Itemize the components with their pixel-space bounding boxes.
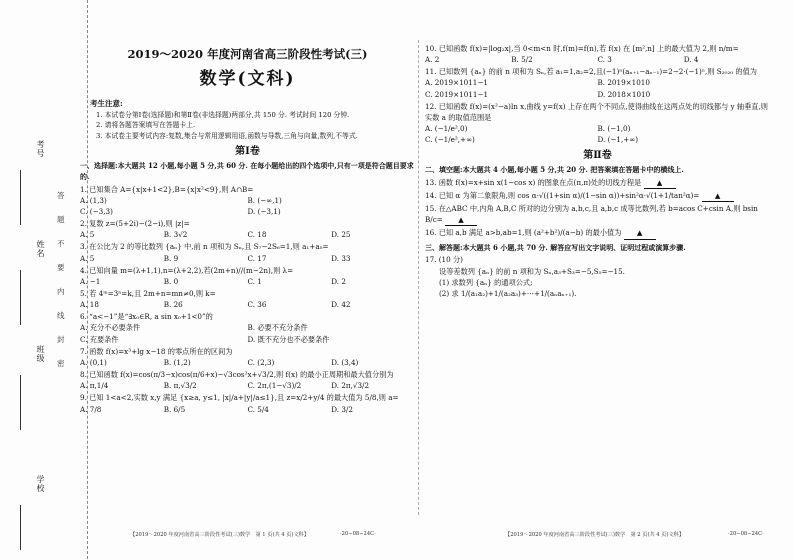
option: C. 2π,(1−√3)/2 bbox=[247, 381, 302, 391]
footer-right: 【2019～2020 年度河南省高三阶段性考试(三)数学 第 2 页(共 4 页)文科】 bbox=[505, 532, 685, 538]
question-17-line: (1) 求数列 {aₙ} 的通项公式; bbox=[439, 277, 533, 287]
option: C. 2019×1011−1 bbox=[425, 89, 489, 99]
name-label: 姓名 bbox=[36, 240, 45, 258]
question-stem: 8. 已知函数 f(x)=cos(π/3−x)cos(π/6+x)−√3cos²x+√3/2,则 f(x) 的最小正周期和最大值分别为 bbox=[80, 370, 394, 380]
option: B. (1,2) bbox=[163, 357, 191, 367]
question-10 bbox=[425, 43, 770, 65]
question-stem: 1. 已知集合 A={x|x+1<2},B={x|x²<9},则 A∩B= bbox=[80, 184, 254, 194]
seal-char: 不 bbox=[57, 239, 65, 248]
answer-blank: ▲ bbox=[644, 177, 676, 189]
right-column bbox=[425, 42, 770, 300]
exam-subtitle: 数学(文科) bbox=[199, 68, 296, 89]
part2-title: 第Ⅱ卷 bbox=[583, 150, 612, 162]
notice-item: 3. 本试卷主要考试内容:复数,集合与常用逻辑用语,函数与导数,三角与向量,数列,不等式. bbox=[96, 131, 358, 140]
question-3 bbox=[80, 241, 415, 263]
option: C. 充要条件 bbox=[80, 334, 119, 344]
seal-char: 密 bbox=[57, 359, 65, 368]
option: B. (−∞,1) bbox=[247, 195, 282, 205]
question-stem: 7. 函数 f(x)=x³+lg x−18 的零点所在的区间为 bbox=[80, 346, 233, 356]
option: B. 必要不充分条件 bbox=[247, 323, 308, 333]
solve-instruction: 三、解答题:本大题共 6 小题,共 70 分. 解答应写出文字说明、证明过程或演算步骤. bbox=[425, 242, 686, 252]
question-stem: 9. 已知 1<a<2,实数 x,y 满足 {x≥a, y≤1, |x|/a+|y|/a≤1},且 z=x/2+y/4 的最大值为 5/8,则 a= bbox=[80, 393, 399, 403]
question-stem: 4. 已知向量 m=(λ+1,1),n=(λ+2,2),若(2m+n)//(m−2n),则 λ= bbox=[80, 265, 294, 275]
question-17 bbox=[425, 254, 770, 299]
seal-char: 答 bbox=[57, 191, 65, 200]
school-line bbox=[20, 505, 21, 550]
option: D. 既不充分也不必要条件 bbox=[247, 334, 330, 344]
question-17-line: (2) 求 1/(a₁a₂)+1/(a₂a₃)+⋯+1/(aₙaₙ₊₁). bbox=[439, 288, 577, 298]
fill-instruction: 二、填空题:本大题共 4 小题,每小题 5 分,共 20 分. 把答案填在答题卡中的横线上. bbox=[425, 164, 684, 174]
option: C. (−1/e²,+∞) bbox=[425, 135, 475, 145]
question-stem: 10. 已知函数 f(x)=|log₂x|,当 0<m<n 时,f(m)=f(n),若 f(x) 在 [m²,n] 上的最大值为 2,则 n/m= bbox=[425, 44, 739, 53]
option: C. 5/4 bbox=[247, 404, 269, 414]
question-12 bbox=[425, 101, 770, 146]
question-8 bbox=[80, 369, 415, 391]
question-6 bbox=[80, 311, 415, 344]
question-17-line: 设等差数列 {aₙ} 的前 n 项和为 Sₙ,a₃+S₃=−5,S₅=−15. bbox=[439, 266, 625, 276]
option: C. 18 bbox=[247, 230, 267, 240]
class-label: 班级 bbox=[36, 345, 45, 363]
option: D. 25 bbox=[331, 230, 351, 240]
option: A. 7/8 bbox=[80, 404, 102, 414]
question-stem: 16. 已知 a,b 满足 a>b,ab=1,则 (a²+b²)/(a−b) 的最小值为 bbox=[425, 228, 622, 238]
option: B. 6/5 bbox=[163, 404, 186, 414]
option: B. 26 bbox=[163, 300, 183, 310]
option: B. 3√2 bbox=[163, 230, 188, 240]
option: A. 充分不必要条件 bbox=[80, 323, 141, 333]
seal-char: 线 bbox=[57, 311, 65, 320]
option: A. (−1/e²,0) bbox=[425, 124, 468, 134]
option: D. 2 bbox=[331, 276, 346, 286]
seal-char: 内 bbox=[57, 287, 65, 296]
question-stem: 11. 已知数列 {aₙ} 的前 n 项和为 Sₙ,若 a₁=1,a₂=2,且(−1)ⁿ(aₙ₊₁−aₙ₋₁)=2−2·(−1)ⁿ,则 S₂₀₂₀ 的值为 bbox=[425, 67, 757, 77]
class-line bbox=[20, 375, 21, 430]
question-5 bbox=[80, 288, 415, 310]
binding-margin bbox=[0, 0, 88, 559]
option: A. −1 bbox=[80, 276, 101, 286]
option: C. 3 bbox=[597, 55, 612, 65]
column-divider bbox=[418, 40, 419, 515]
question-15 bbox=[425, 203, 770, 226]
option: B. 5/2 bbox=[511, 55, 533, 65]
exam-no-line bbox=[20, 170, 21, 225]
question-16 bbox=[425, 227, 770, 239]
notice-heading: 考生注意: bbox=[90, 99, 123, 109]
exam-title: 2019～2020 年度河南省高三阶段性考试(三) bbox=[127, 47, 368, 61]
option: C. (2,3) bbox=[247, 357, 275, 367]
footer-left: 【2019～2020 年度河南省高三阶段性考试(三)数学 第 1 页(共 4 页)文科】 bbox=[130, 532, 310, 538]
question-stem: 12. 已知函数 f(x)=(x²−a)ln x,曲线 y=f(x) 上存在两个不同点,使得曲线在这两点处的切线都与 y 轴垂直,则实数 a 的取值范围是 bbox=[425, 101, 768, 122]
option: D. 4 bbox=[683, 55, 699, 65]
notice-item: 2. 请将各题答案填写在答题卡上. bbox=[96, 121, 196, 130]
question-1 bbox=[80, 184, 415, 217]
answer-blank: ▲ bbox=[702, 190, 734, 202]
question-11 bbox=[425, 66, 770, 99]
option: A. (0,1) bbox=[80, 357, 107, 367]
option: C. 1 bbox=[247, 276, 262, 286]
exam-no-label: 考号 bbox=[36, 140, 45, 158]
seal-char: 封 bbox=[57, 335, 65, 344]
option: A. 18 bbox=[80, 300, 99, 310]
question-stem: 6. “a<−1”是“∃x₀∈R, a sin x₀+1<0”的 bbox=[80, 312, 213, 322]
part1-instruction: 一、选择题:本大题共 12 小题,每小题 5 分,共 60 分. 在每小题给出的四个选项中,只有一项是符合题目要求的. bbox=[80, 160, 414, 181]
question-7 bbox=[80, 346, 415, 368]
school-label: 学校 bbox=[36, 475, 45, 493]
option: D. (−1,+∞) bbox=[597, 135, 639, 145]
option: B. 2019×1010 bbox=[597, 78, 650, 88]
question-4 bbox=[80, 265, 415, 287]
footer-right-code: ·20−08−24C· bbox=[728, 531, 764, 537]
question-stem: 14. 已知 α 为第二象限角,则 cos α·√((1+sin α)/(1−sin α))+sin²α·√(1+1/tan²α)= bbox=[425, 190, 700, 200]
option: D. 42 bbox=[331, 300, 351, 310]
footer-left-code: ·20−08−24C· bbox=[340, 531, 376, 537]
answer-blank: ▲ bbox=[445, 214, 477, 226]
option: C. 17 bbox=[247, 253, 267, 263]
option: D. (−3,1) bbox=[247, 206, 281, 216]
question-2 bbox=[80, 218, 415, 240]
left-column bbox=[80, 40, 415, 416]
question-14 bbox=[425, 190, 770, 202]
option: D. 33 bbox=[331, 253, 351, 263]
question-17-head: 17. (10 分) bbox=[425, 255, 463, 265]
option: B. 9 bbox=[163, 253, 179, 263]
option: D. 3/2 bbox=[331, 404, 353, 414]
option: B. 0 bbox=[163, 276, 179, 286]
seal-char: 题 bbox=[57, 215, 65, 224]
option: B. π,√3/2 bbox=[163, 381, 197, 391]
question-stem: 3. 在公比为 2 的等比数列 {aₙ} 中,前 n 项和为 Sₙ,且 S₇−2S₆=1,则 a₁+a₅= bbox=[80, 242, 329, 252]
name-line bbox=[20, 270, 21, 325]
part1-title: 第Ⅰ卷 bbox=[235, 146, 260, 158]
option: A. (1,3) bbox=[80, 195, 107, 205]
option: B. (−1,0) bbox=[597, 124, 631, 134]
seal-char: 要 bbox=[57, 263, 65, 272]
question-stem: 5. 若 4ᵐ=3ⁿ=k,且 2m+n=mn≠0,则 k= bbox=[80, 288, 216, 298]
option: A. 2019×1011−1 bbox=[425, 78, 488, 88]
option: C. (−3,3) bbox=[80, 206, 113, 216]
question-stem: 2. 复数 z=(5+2i)−(2−i),则 |z|= bbox=[80, 219, 190, 229]
option: C. 36 bbox=[247, 300, 267, 310]
option: A. π,1/4 bbox=[80, 381, 109, 391]
question-stem: 13. 函数 f(x)=x+sin x(1−cos x) 的图象在点(π,π)处的切线方程是 bbox=[425, 177, 642, 187]
answer-blank: ▲ bbox=[624, 227, 656, 239]
option: A. 5 bbox=[80, 253, 95, 263]
option: D. 2018×1010 bbox=[597, 89, 651, 99]
option: D. 2π,√3/2 bbox=[331, 381, 370, 391]
option: A. 2 bbox=[425, 55, 440, 65]
option: D. (3,4) bbox=[331, 357, 359, 367]
question-9 bbox=[80, 392, 415, 414]
question-stem: 15. 在△ABC 中,内角 A,B,C 所对的边分别为 a,b,c,且 a,b,c 成等比数列,若 b=acos C+csin A,则 bsin B/c= bbox=[425, 204, 758, 225]
notice-item: 1. 本试卷分第Ⅰ卷(选择题)和第Ⅱ卷(非选择题)两部分,共 150 分. 考试时间 120 分钟. bbox=[96, 110, 350, 119]
option: A. 5 bbox=[80, 230, 95, 240]
question-13 bbox=[425, 177, 770, 189]
